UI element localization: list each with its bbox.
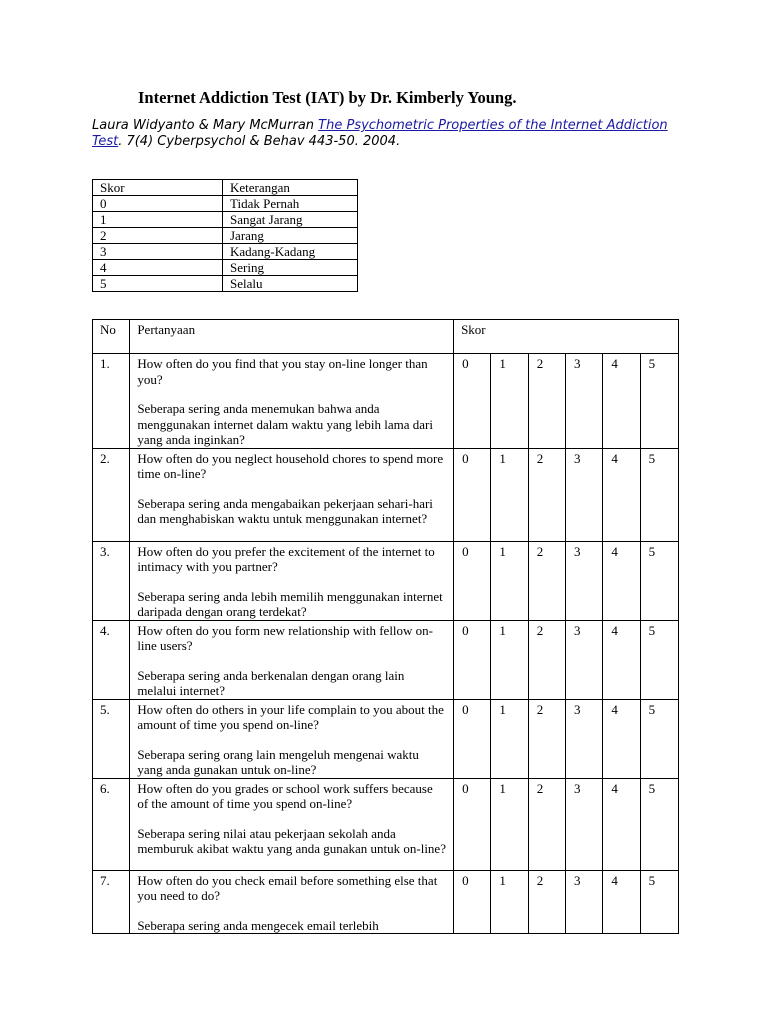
score-option: 3 <box>574 701 581 717</box>
score-option: 3 <box>574 356 581 371</box>
score-option: 2 <box>536 622 544 638</box>
score-option: 3 <box>574 543 581 559</box>
score-option-cell[interactable] <box>640 541 678 620</box>
question-english: How often do you form new relationship with fellow on-line users? <box>137 622 434 653</box>
score-option-cell[interactable] <box>566 448 603 541</box>
score-option-cell[interactable] <box>491 699 528 778</box>
question-cell <box>130 354 454 449</box>
table-row <box>93 541 679 620</box>
scale-label: Tidak Pernah <box>223 196 358 212</box>
score-option-cell[interactable] <box>640 870 678 934</box>
score-option: 3 <box>574 872 581 888</box>
question-indonesian: Seberapa sering anda berkenalan dengan orang lain melalui internet? <box>137 667 405 698</box>
score-option: 4 <box>611 450 618 466</box>
score-option-cell[interactable] <box>566 620 603 699</box>
score-option: 1 <box>499 872 506 888</box>
score-option: 3 <box>574 622 581 638</box>
question-indonesian: Seberapa sering anda menemukan bahwa anda menggunakan internet dalam waktu yang lebih lama dari yang anda inginkan? <box>137 401 433 447</box>
citation-link[interactable]: The Psychometric Properties of the Internet Addiction Test <box>92 118 668 149</box>
table-row <box>93 354 679 449</box>
score-option: 1 <box>499 450 506 466</box>
score-option: 1 <box>499 543 506 559</box>
table-row <box>93 212 358 228</box>
question-english: How often do you find that you stay on-line longer than you? <box>137 356 428 387</box>
question-text <box>130 871 453 934</box>
question-number: 6. <box>100 780 110 796</box>
score-option-cell[interactable] <box>566 354 603 449</box>
question-indonesian: Seberapa sering nilai atau pekerjaan sekolah anda memburuk akibat waktu yang anda gunakan untuk on-line? <box>137 825 446 856</box>
score-option: 1 <box>499 780 506 796</box>
score-option: 2 <box>536 356 544 371</box>
score-option: 1 <box>499 622 506 638</box>
score-option-cell[interactable] <box>528 448 565 541</box>
score-option: 3 <box>574 780 581 796</box>
scale-label: Sering <box>223 260 358 276</box>
score-option-cell[interactable] <box>566 870 603 934</box>
score-option: 0 <box>462 780 469 796</box>
question-number-cell <box>93 448 130 541</box>
question-english: How often do you grades or school work suffers because of the amount of time you spend on-line? <box>137 780 433 811</box>
score-option-cell[interactable] <box>491 778 528 870</box>
score-option-cell[interactable] <box>603 448 640 541</box>
score-option: 4 <box>611 780 618 796</box>
question-cell <box>130 778 454 870</box>
header-skor: Skor <box>93 180 223 196</box>
spacer <box>137 575 446 589</box>
table-row <box>93 870 679 934</box>
score-option-cell[interactable] <box>566 699 603 778</box>
question-indonesian: Seberapa sering anda lebih memilih menggunakan internet daripada dengan orang terdekat? <box>137 588 443 619</box>
score-option-cell[interactable] <box>454 778 491 870</box>
score-option-cell[interactable] <box>491 354 528 449</box>
score-option-cell[interactable] <box>528 699 565 778</box>
score-option: 0 <box>462 450 469 466</box>
score-option-cell[interactable] <box>640 620 678 699</box>
score-option-cell[interactable] <box>528 541 565 620</box>
score-option: 4 <box>611 872 618 888</box>
scale-score: 3 <box>93 244 223 260</box>
question-text <box>130 621 453 699</box>
score-option-cell[interactable] <box>603 699 640 778</box>
score-option-cell[interactable] <box>640 778 678 870</box>
question-text <box>130 354 453 448</box>
question-number: 7. <box>100 872 110 888</box>
question-cell <box>130 699 454 778</box>
question-number-cell <box>93 699 130 778</box>
score-option-cell[interactable] <box>491 870 528 934</box>
score-option: 3 <box>574 450 581 466</box>
score-scale-header <box>93 180 358 196</box>
score-option-cell[interactable] <box>454 699 491 778</box>
table-row <box>93 276 358 292</box>
score-option-cell[interactable] <box>454 448 491 541</box>
scale-score: 5 <box>93 276 223 292</box>
question-english: How often do you prefer the excitement of the internet to intimacy with you partner? <box>137 543 435 574</box>
scale-label: Selalu <box>223 276 358 292</box>
score-option: 5 <box>648 450 656 466</box>
table-row <box>93 699 679 778</box>
score-option-cell[interactable] <box>454 354 491 449</box>
score-option: 2 <box>536 450 544 466</box>
question-cell <box>130 541 454 620</box>
score-option-cell[interactable] <box>528 354 565 449</box>
header-skor <box>454 320 679 354</box>
question-cell <box>130 870 454 934</box>
score-option-cell[interactable] <box>566 541 603 620</box>
score-option: 1 <box>499 701 506 717</box>
question-number: 1. <box>100 356 110 371</box>
score-option: 0 <box>462 356 469 371</box>
question-number-cell <box>93 778 130 870</box>
scale-score: 2 <box>93 228 223 244</box>
score-option: 0 <box>462 872 469 888</box>
question-number: 2. <box>100 450 110 466</box>
question-indonesian: Seberapa sering anda mengecek email terlebih <box>137 917 379 933</box>
question-indonesian: Seberapa sering orang lain mengeluh mengenai waktu yang anda gunakan untuk on-line? <box>137 746 419 777</box>
score-option-cell[interactable] <box>603 354 640 449</box>
score-option: 4 <box>611 543 618 559</box>
score-option-cell[interactable] <box>491 620 528 699</box>
question-table <box>92 319 679 934</box>
question-english: How often do you check email before something else that you need to do? <box>137 872 438 903</box>
question-number: 4. <box>100 622 110 638</box>
score-option-cell[interactable] <box>528 870 565 934</box>
score-option-cell[interactable] <box>491 541 528 620</box>
table-row <box>93 778 679 870</box>
question-cell <box>130 448 454 541</box>
score-option-cell[interactable] <box>603 620 640 699</box>
spacer <box>137 387 446 401</box>
citation <box>92 118 682 150</box>
table-row <box>93 260 358 276</box>
question-cell <box>130 620 454 699</box>
scale-label: Kadang-Kadang <box>223 244 358 260</box>
score-option: 5 <box>648 356 656 371</box>
score-option: 4 <box>611 701 618 717</box>
score-option-cell[interactable] <box>603 870 640 934</box>
question-number: 3. <box>100 543 110 559</box>
citation-authors: Laura Widyanto & Mary McMurran <box>92 118 319 133</box>
document-title: Internet Addiction Test (IAT) by Dr. Kimberly Young. <box>138 88 517 107</box>
question-text <box>130 449 453 527</box>
table-row <box>93 228 358 244</box>
spacer <box>137 733 446 747</box>
score-option-cell[interactable] <box>640 354 678 449</box>
score-option-cell[interactable] <box>528 620 565 699</box>
scale-label: Jarang <box>223 228 358 244</box>
question-text <box>130 700 453 778</box>
question-english: How often do you neglect household chores to spend more time on-line? <box>137 450 444 481</box>
spacer <box>137 654 446 668</box>
score-option: 1 <box>499 356 506 371</box>
citation-details: . 7(4) Cyberpsychol & Behav 443-50. 2004. <box>118 134 401 149</box>
question-number-cell <box>93 870 130 934</box>
score-option: 2 <box>536 543 544 559</box>
score-option-cell[interactable] <box>454 620 491 699</box>
scale-score: 4 <box>93 260 223 276</box>
score-option: 5 <box>648 622 656 638</box>
scale-label: Sangat Jarang <box>223 212 358 228</box>
table-row <box>93 620 679 699</box>
score-option-cell[interactable] <box>603 778 640 870</box>
question-english: How often do others in your life complain to you about the amount of time you spend on-line? <box>137 701 444 732</box>
score-option: 2 <box>536 872 544 888</box>
question-number-cell <box>93 354 130 449</box>
score-option: 5 <box>648 543 656 559</box>
question-table-header <box>93 320 679 354</box>
score-option-cell[interactable] <box>640 448 678 541</box>
table-row <box>93 196 358 212</box>
scale-score: 1 <box>93 212 223 228</box>
score-option: 4 <box>611 622 618 638</box>
score-option-cell[interactable] <box>528 778 565 870</box>
header-pertanyaan-text: Pertanyaan <box>137 322 196 337</box>
score-option-cell[interactable] <box>603 541 640 620</box>
score-option: 0 <box>462 701 469 717</box>
header-skor-text: Skor <box>461 322 486 337</box>
score-option: 5 <box>648 701 656 717</box>
score-option: 4 <box>611 356 618 371</box>
header-pertanyaan <box>130 320 454 354</box>
table-row <box>93 244 358 260</box>
spacer <box>137 482 446 496</box>
spacer <box>137 812 446 826</box>
question-text <box>130 779 453 857</box>
header-keterangan: Keterangan <box>223 180 358 196</box>
header-no-text: No <box>100 322 116 337</box>
score-option: 0 <box>462 622 469 638</box>
score-option-cell[interactable] <box>566 778 603 870</box>
question-number: 5. <box>100 701 110 717</box>
score-option-cell[interactable] <box>491 448 528 541</box>
score-option-cell[interactable] <box>640 699 678 778</box>
table-row <box>93 448 679 541</box>
score-option: 5 <box>648 872 656 888</box>
score-scale-table <box>92 179 358 292</box>
question-number-cell <box>93 541 130 620</box>
spacer <box>137 904 446 918</box>
header-no <box>93 320 130 354</box>
score-option: 2 <box>536 701 544 717</box>
score-option-cell[interactable] <box>454 870 491 934</box>
score-option: 5 <box>648 780 656 796</box>
question-text <box>130 542 453 620</box>
score-option-cell[interactable] <box>454 541 491 620</box>
question-indonesian: Seberapa sering anda mengabaikan pekerjaan sehari-hari dan menghabiskan waktu untuk menggunakan internet? <box>137 495 433 526</box>
scale-score: 0 <box>93 196 223 212</box>
question-number-cell <box>93 620 130 699</box>
score-option: 0 <box>462 543 469 559</box>
score-option: 2 <box>536 780 544 796</box>
